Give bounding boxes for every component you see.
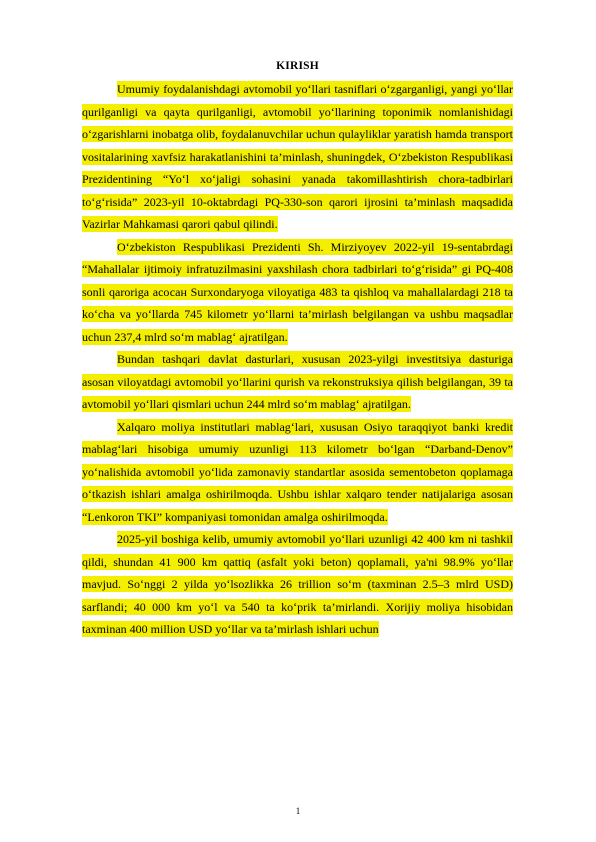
highlighted-text: Umumiy foydalanishdagi avtomobil yo‘llari tasniflari o‘zgarganligi, yangi yo‘llar qurilganligi va qayta qurilganligi, avtomobil yo‘llarining toponimik nomlanishidagi o‘zgarishlarni inobatga olib, foydalanuvchilar uchun qulayliklar yaratish hamda transport vositalarining xavfsiz harakatlanishini ta’minlash, shuningdek, O‘zbekiston Respublikasi Prezidentining “Yo‘l xo‘jaligi sohasini yanada takomillashtirish chora-tadbirlari to‘g‘risida” 2023-yil 10-oktabrdagi PQ-330-son qarori ijrosini ta’minlash maqsadida Vazirlar Mahkamasi qarori qabul qilindi. (82, 82, 513, 231)
highlighted-text: Xalqaro moliya institutlari mablag‘lari, xususan Osiyo taraqqiyot banki kredit mablag‘lari hisobiga umumiy uzunligi 113 kilometr bo‘lgan “Darband-Denov” yo‘nalishida avtomobil yo‘lida zamonaviy standartlar asosida sementobeton qoplamaga o‘tkazish ishlari amalga oshirilmoqda. Ushbu ishlar xalqaro tender natijalariga asosan “Lenkoron TKI” kompaniyasi tomonidan amalga oshirilmoqda. (82, 419, 513, 524)
page-number: 1 (295, 806, 301, 816)
section-title: KIRISH (276, 60, 319, 72)
paragraph-2 (82, 236, 513, 349)
paragraph-3 (82, 348, 513, 416)
document-page (82, 54, 513, 641)
highlighted-text: Bundan tashqari davlat dasturlari, xususan 2023-yilgi investitsiya dasturiga asosan viloyatdagi avtomobil yo‘llarini qurish va rekonstruksiya qilish belgilangan, 39 ta avtomobil yo‘llari qismlari uchun 244 mlrd so‘m mablag‘ ajratilgan. (82, 352, 513, 411)
paragraph-4 (82, 416, 513, 529)
paragraph-5 (82, 528, 513, 641)
paragraph-1 (82, 78, 513, 236)
highlighted-text: 2025-yil boshiga kelib, umumiy avtomobil yo‘llari uzunligi 42 400 km ni tashkil qildi, shundan 41 900 km qattiq (asfalt yoki beton) qoplamali, ya'ni 98.9% yo‘llar mavjud. So‘nggi 2 yilda yo‘lsozlikka 26 trillion so‘m (taxminan 2.5–3 mlrd USD) sarflandi; 40 000 km yo‘l va 540 ta ko‘prik ta’mirlandi. Xorijiy moliya hisobidan taxminan 400 million USD yo‘llar va ta’mirlash ishlari uchun (82, 532, 513, 636)
highlighted-text: O‘zbekiston Respublikasi Prezidenti Sh. Mirziyoyev 2022-yil 19-sentabrdagi “Mahallalar ijtimoiy infratuzilmasini yaxshilash chora tadbirlari to‘g‘risida” gi PQ-408 sonli qaroriga асосан Surxondaryoga viloyatiga 483 ta qishloq va mahallalardagi 218 ta ko‘cha va yo‘llarda 745 kilometr yo‘llarni ta’mirlash belgilangan va ushbu maqsadlar uchun 237,4 mlrd so‘m mablag‘ ajratilgan. (82, 239, 513, 344)
